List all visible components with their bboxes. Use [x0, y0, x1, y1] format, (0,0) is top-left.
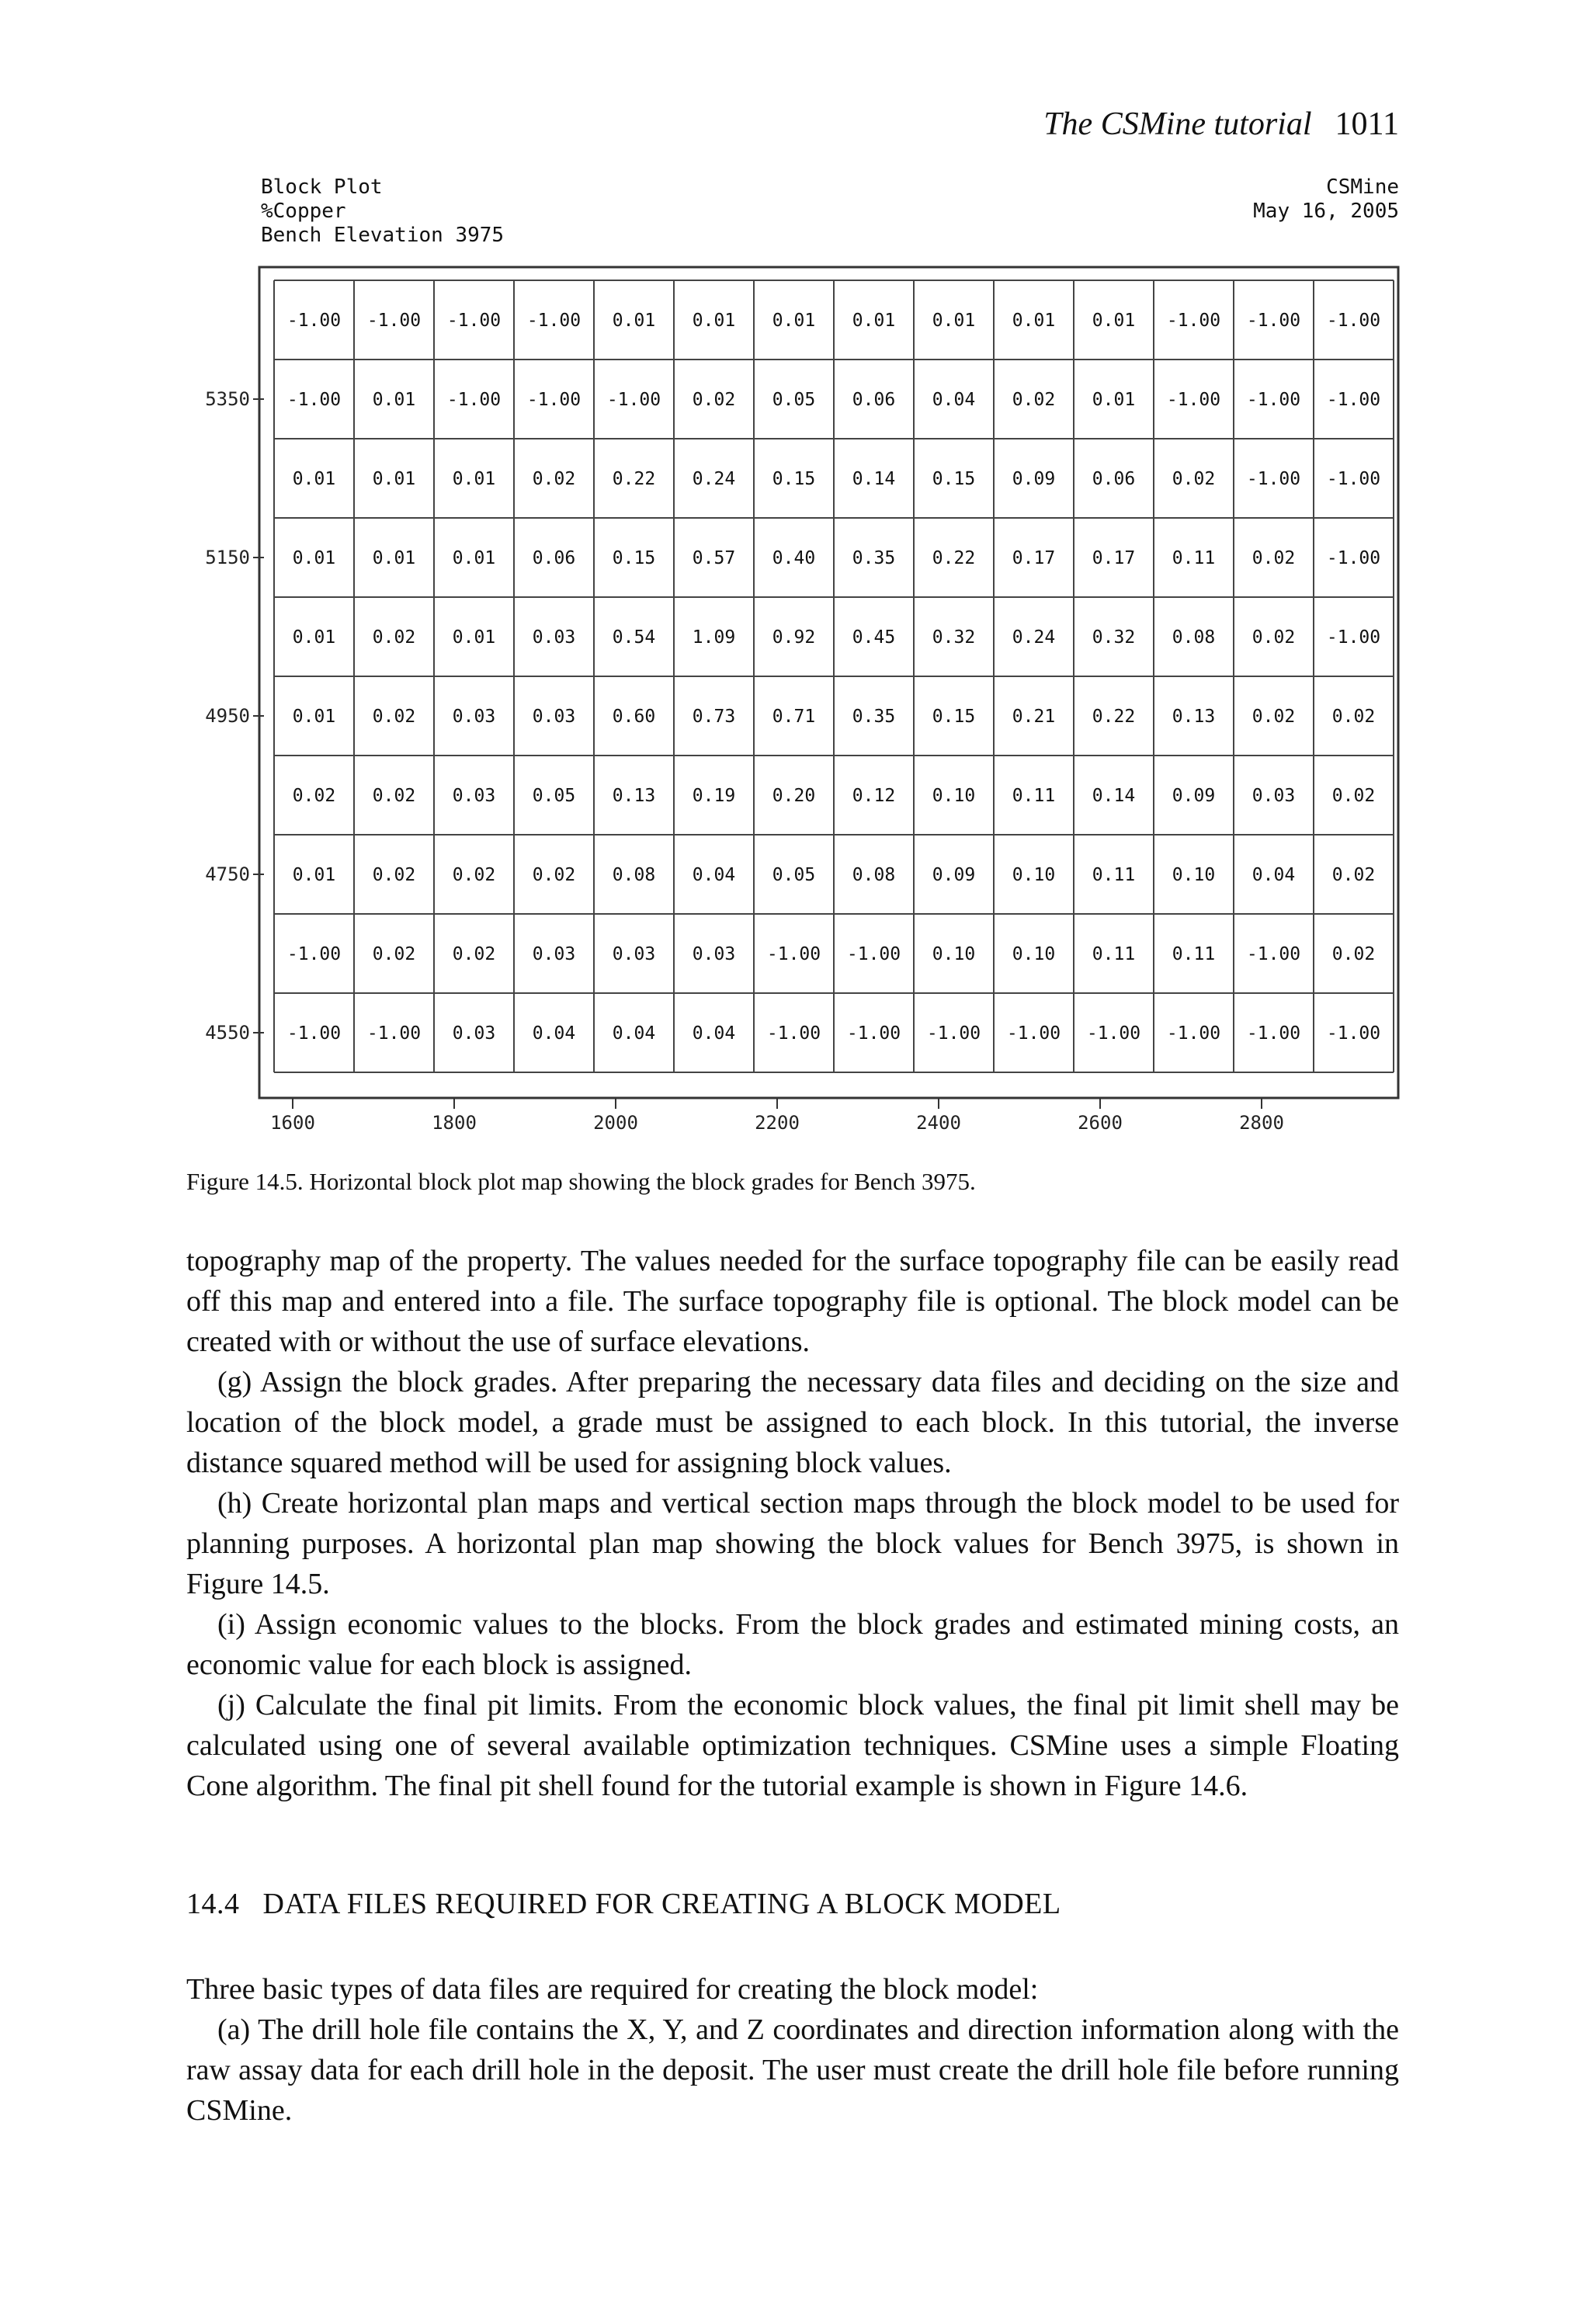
paragraph-topography: topography map of the property. The values needed for the surface topography file can be easily read off this map and entered into a file. The surface topography file is optional. The block model can be created with or without the use of surface elevations. — [186, 1245, 1399, 1358]
plot-variable: %Copper — [261, 200, 346, 223]
section-title: DATA FILES REQUIRED FOR CREATING A BLOCK MODEL — [262, 1888, 1061, 1920]
block-grade-value: 0.15 — [932, 469, 976, 489]
block-grade-value: 0.24 — [692, 469, 736, 489]
block-grade-value: -1.00 — [286, 311, 342, 331]
block-grade-value: 0.57 — [692, 548, 736, 568]
block-grade-value: 0.09 — [1172, 786, 1216, 806]
block-grade-value: 0.02 — [372, 707, 416, 727]
block-grade-value: 0.08 — [612, 865, 656, 885]
block-grade-value: 0.12 — [852, 786, 896, 806]
y-tick-label: 4750 — [205, 863, 250, 885]
block-grade-value: 0.24 — [1012, 627, 1056, 648]
running-header — [186, 106, 1399, 143]
block-grade-value: -1.00 — [1086, 1023, 1141, 1044]
block-grade-value: -1.00 — [1326, 469, 1381, 489]
block-grade-value: -1.00 — [446, 390, 502, 410]
block-grade-value: 0.06 — [852, 390, 896, 410]
plot-program: CSMine — [1326, 175, 1399, 199]
block-grade-value: 0.01 — [452, 469, 496, 489]
block-grade-value: 0.02 — [1331, 786, 1376, 806]
block-grade-value: 0.22 — [1092, 707, 1136, 727]
block-grade-value: -1.00 — [1166, 311, 1221, 331]
block-grade-value: 0.01 — [692, 311, 736, 331]
block-grade-value: 0.11 — [1092, 865, 1136, 885]
block-grade-value: 0.10 — [1172, 865, 1216, 885]
block-grade-value: -1.00 — [926, 1023, 981, 1044]
block-grade-value: 0.22 — [612, 469, 656, 489]
block-grade-value: -1.00 — [286, 1023, 342, 1044]
block-grade-value: 0.01 — [372, 469, 416, 489]
y-tick-label: 5150 — [205, 547, 250, 568]
block-grade-value: 0.13 — [612, 786, 656, 806]
block-grade-value: 0.54 — [612, 627, 656, 648]
block-grade-value: 0.04 — [932, 390, 976, 410]
block-grade-value: 0.09 — [932, 865, 976, 885]
block-grade-value: 0.17 — [1092, 548, 1136, 568]
block-grade-value: 0.03 — [692, 944, 736, 964]
block-grade-value: 0.22 — [932, 548, 976, 568]
block-grade-value: -1.00 — [1006, 1023, 1061, 1044]
block-grade-value: -1.00 — [1166, 390, 1221, 410]
block-grade-value: -1.00 — [1326, 1023, 1381, 1044]
block-grade-value: 0.40 — [772, 548, 816, 568]
y-tick-label: 5350 — [205, 388, 250, 410]
block-grade-value: -1.00 — [1326, 390, 1381, 410]
block-grade-value: 0.05 — [772, 865, 816, 885]
block-grade-value: 0.02 — [1252, 627, 1296, 648]
block-grade-value: 0.02 — [1331, 944, 1376, 964]
block-grade-value: 0.02 — [1252, 707, 1296, 727]
block-grade-value: 0.03 — [532, 944, 576, 964]
block-grade-value: 0.01 — [452, 627, 496, 648]
block-grade-value: 0.11 — [1172, 548, 1216, 568]
block-grade-value: -1.00 — [526, 390, 581, 410]
block-grade-value: 0.03 — [452, 786, 496, 806]
plot-title: Block Plot — [261, 175, 383, 199]
block-grade-value: 0.14 — [852, 469, 896, 489]
block-grade-value: 1.09 — [692, 627, 736, 648]
block-grade-value: 0.04 — [692, 865, 736, 885]
block-grade-value: 0.04 — [1252, 865, 1296, 885]
block-grade-value: 0.32 — [932, 627, 976, 648]
plot-frame — [259, 267, 1398, 1098]
block-grade-value: 0.21 — [1012, 707, 1056, 727]
block-grade-value: 0.01 — [292, 548, 336, 568]
block-grade-value: 0.02 — [372, 865, 416, 885]
block-grade-value: 0.60 — [612, 707, 656, 727]
paragraph-step-a: (a) The drill hole file contains the X, Y, and Z coordinates and direction information along with the raw assay data for each drill hole in the deposit. The user must create the drill hole file before running CSMine. — [186, 2013, 1399, 2127]
x-tick-label: 1800 — [432, 1112, 477, 1134]
block-grade-value: 0.02 — [1172, 469, 1216, 489]
block-grade-value: 0.02 — [532, 865, 576, 885]
page-number: 1011 — [1335, 106, 1399, 142]
block-grade-value: 0.03 — [532, 707, 576, 727]
section-heading — [186, 1887, 1061, 1921]
block-grade-value: 0.06 — [532, 548, 576, 568]
block-grade-value: 0.02 — [1331, 707, 1376, 727]
block-grade-value: 0.71 — [772, 707, 816, 727]
block-grade-value: 0.03 — [1252, 786, 1296, 806]
block-grade-value: 0.01 — [292, 469, 336, 489]
plot-bench: Bench Elevation 3975 — [261, 224, 505, 247]
y-tick-label: 4950 — [205, 705, 250, 727]
section-number: 14.4 — [186, 1888, 240, 1920]
x-tick-label: 2000 — [593, 1112, 638, 1134]
block-grade-value: 0.03 — [612, 944, 656, 964]
x-tick-label: 1600 — [270, 1112, 315, 1134]
block-grade-value: -1.00 — [846, 1023, 901, 1044]
block-grade-value: 0.11 — [1012, 786, 1056, 806]
block-grade-value: 0.02 — [372, 786, 416, 806]
block-grade-value: 0.17 — [1012, 548, 1056, 568]
block-grade-value: -1.00 — [1246, 390, 1301, 410]
block-grade-value: -1.00 — [1166, 1023, 1221, 1044]
block-grade-value: 0.73 — [692, 707, 736, 727]
block-grade-value: -1.00 — [766, 944, 821, 964]
paragraph-step-j: (j) Calculate the final pit limits. From the economic block values, the final pit limit shell may be calculated using one of several available optimization techniques. CSMine uses a simple Floating Cone algorithm. The final pit shell found for the tutorial example is shown in Figure 14.6. — [186, 1689, 1399, 1802]
running-title: The CSMine tutorial — [1043, 106, 1312, 142]
block-grade-value: 0.11 — [1092, 944, 1136, 964]
x-tick-label: 2200 — [755, 1112, 800, 1134]
block-grade-value: 0.05 — [532, 786, 576, 806]
block-grade-value: 0.02 — [1252, 548, 1296, 568]
block-grade-value: 0.03 — [532, 627, 576, 648]
block-grade-value: -1.00 — [766, 1023, 821, 1044]
block-grade-value: -1.00 — [846, 944, 901, 964]
block-grade-value: 0.02 — [1012, 390, 1056, 410]
block-grade-value: 0.01 — [772, 311, 816, 331]
block-grade-value: 0.02 — [372, 944, 416, 964]
block-grade-value: 0.08 — [852, 865, 896, 885]
block-grade-value: 0.01 — [292, 707, 336, 727]
paragraph-step-g: (g) Assign the block grades. After preparing the necessary data files and deciding on the size and location of the block model, a grade must be assigned to each block. In this tutorial, the inverse distance squared method will be used for assigning block values. — [186, 1366, 1399, 1479]
block-grade-value: -1.00 — [1246, 311, 1301, 331]
plot-header-right — [1253, 175, 1399, 224]
block-grade-value: 0.35 — [852, 548, 896, 568]
block-grade-value: 0.09 — [1012, 469, 1056, 489]
block-grade-value: -1.00 — [1246, 1023, 1301, 1044]
block-plot-map — [186, 256, 1405, 1149]
block-grade-value: 0.02 — [292, 786, 336, 806]
block-grade-value: -1.00 — [1326, 548, 1381, 568]
block-grade-value: 0.45 — [852, 627, 896, 648]
block-grade-value: 0.11 — [1172, 944, 1216, 964]
block-grade-value: -1.00 — [1246, 944, 1301, 964]
block-grade-value: 0.10 — [1012, 865, 1056, 885]
x-tick-label: 2800 — [1239, 1112, 1284, 1134]
block-grade-value: 0.08 — [1172, 627, 1216, 648]
block-grade-value: 0.02 — [452, 865, 496, 885]
block-grade-value: -1.00 — [286, 390, 342, 410]
block-grade-value: 0.02 — [1331, 865, 1376, 885]
block-grade-value: 0.04 — [612, 1023, 656, 1044]
block-grade-value: 0.92 — [772, 627, 816, 648]
paragraph-step-h: (h) Create horizontal plan maps and vertical section maps through the block model to be used for planning purposes. A horizontal plan map showing the block values for Bench 3975, is shown in Figure 14.5. — [186, 1487, 1399, 1600]
paragraph-data-files: Three basic types of data files are required for creating the block model: — [186, 1973, 1039, 2006]
x-tick-label: 2400 — [916, 1112, 961, 1134]
block-grade-value: 0.02 — [532, 469, 576, 489]
block-grade-value: 0.15 — [772, 469, 816, 489]
block-grade-value: 0.10 — [932, 944, 976, 964]
block-grade-value: 0.14 — [1092, 786, 1136, 806]
block-grade-value: 0.10 — [1012, 944, 1056, 964]
block-grade-value: -1.00 — [526, 311, 581, 331]
y-tick-label: 4550 — [205, 1022, 250, 1044]
block-grade-value: 0.01 — [292, 865, 336, 885]
block-grade-value: 0.02 — [692, 390, 736, 410]
block-grade-value: 0.06 — [1092, 469, 1136, 489]
block-grade-value: 0.01 — [612, 311, 656, 331]
block-grade-value: 0.01 — [1092, 390, 1136, 410]
block-grade-value: 0.01 — [372, 548, 416, 568]
block-grade-value: 0.19 — [692, 786, 736, 806]
block-grade-value: 0.01 — [1012, 311, 1056, 331]
block-grade-value: 0.32 — [1092, 627, 1136, 648]
plot-header-left — [261, 175, 504, 248]
block-grade-value: 0.01 — [372, 390, 416, 410]
body-section-2 — [186, 1969, 1399, 2131]
block-grade-value: -1.00 — [446, 311, 502, 331]
block-grade-value: 0.03 — [452, 707, 496, 727]
block-grade-value: 0.10 — [932, 786, 976, 806]
block-grade-value: 0.01 — [1092, 311, 1136, 331]
block-grade-value: -1.00 — [606, 390, 661, 410]
block-grade-value: 0.01 — [932, 311, 976, 331]
block-grade-value: 0.15 — [932, 707, 976, 727]
body-section-1 — [186, 1241, 1399, 1806]
block-grade-value: -1.00 — [1246, 469, 1301, 489]
block-grade-value: -1.00 — [286, 944, 342, 964]
plot-date: May 16, 2005 — [1253, 200, 1399, 223]
figure-caption: Figure 14.5. Horizontal block plot map showing the block grades for Bench 3975. — [186, 1168, 976, 1195]
paragraph-step-i: (i) Assign economic values to the blocks. From the block grades and estimated mining costs, an economic value for each block is assigned. — [186, 1608, 1399, 1681]
block-grade-value: -1.00 — [1326, 627, 1381, 648]
block-grade-value: -1.00 — [366, 1023, 422, 1044]
block-grade-value: -1.00 — [366, 311, 422, 331]
block-grade-value: 0.35 — [852, 707, 896, 727]
block-grade-value: 0.01 — [292, 627, 336, 648]
block-grade-value: 0.01 — [452, 548, 496, 568]
block-grade-value: 0.04 — [532, 1023, 576, 1044]
block-grade-value: 0.04 — [692, 1023, 736, 1044]
block-grade-value: 0.13 — [1172, 707, 1216, 727]
block-grade-value: 0.01 — [852, 311, 896, 331]
x-tick-label: 2600 — [1078, 1112, 1123, 1134]
block-grade-value: 0.20 — [772, 786, 816, 806]
block-grade-value: 0.15 — [612, 548, 656, 568]
block-grade-value: 0.02 — [372, 627, 416, 648]
block-grade-value: 0.05 — [772, 390, 816, 410]
block-grade-value: 0.03 — [452, 1023, 496, 1044]
block-grade-value: -1.00 — [1326, 311, 1381, 331]
block-grade-value: 0.02 — [452, 944, 496, 964]
